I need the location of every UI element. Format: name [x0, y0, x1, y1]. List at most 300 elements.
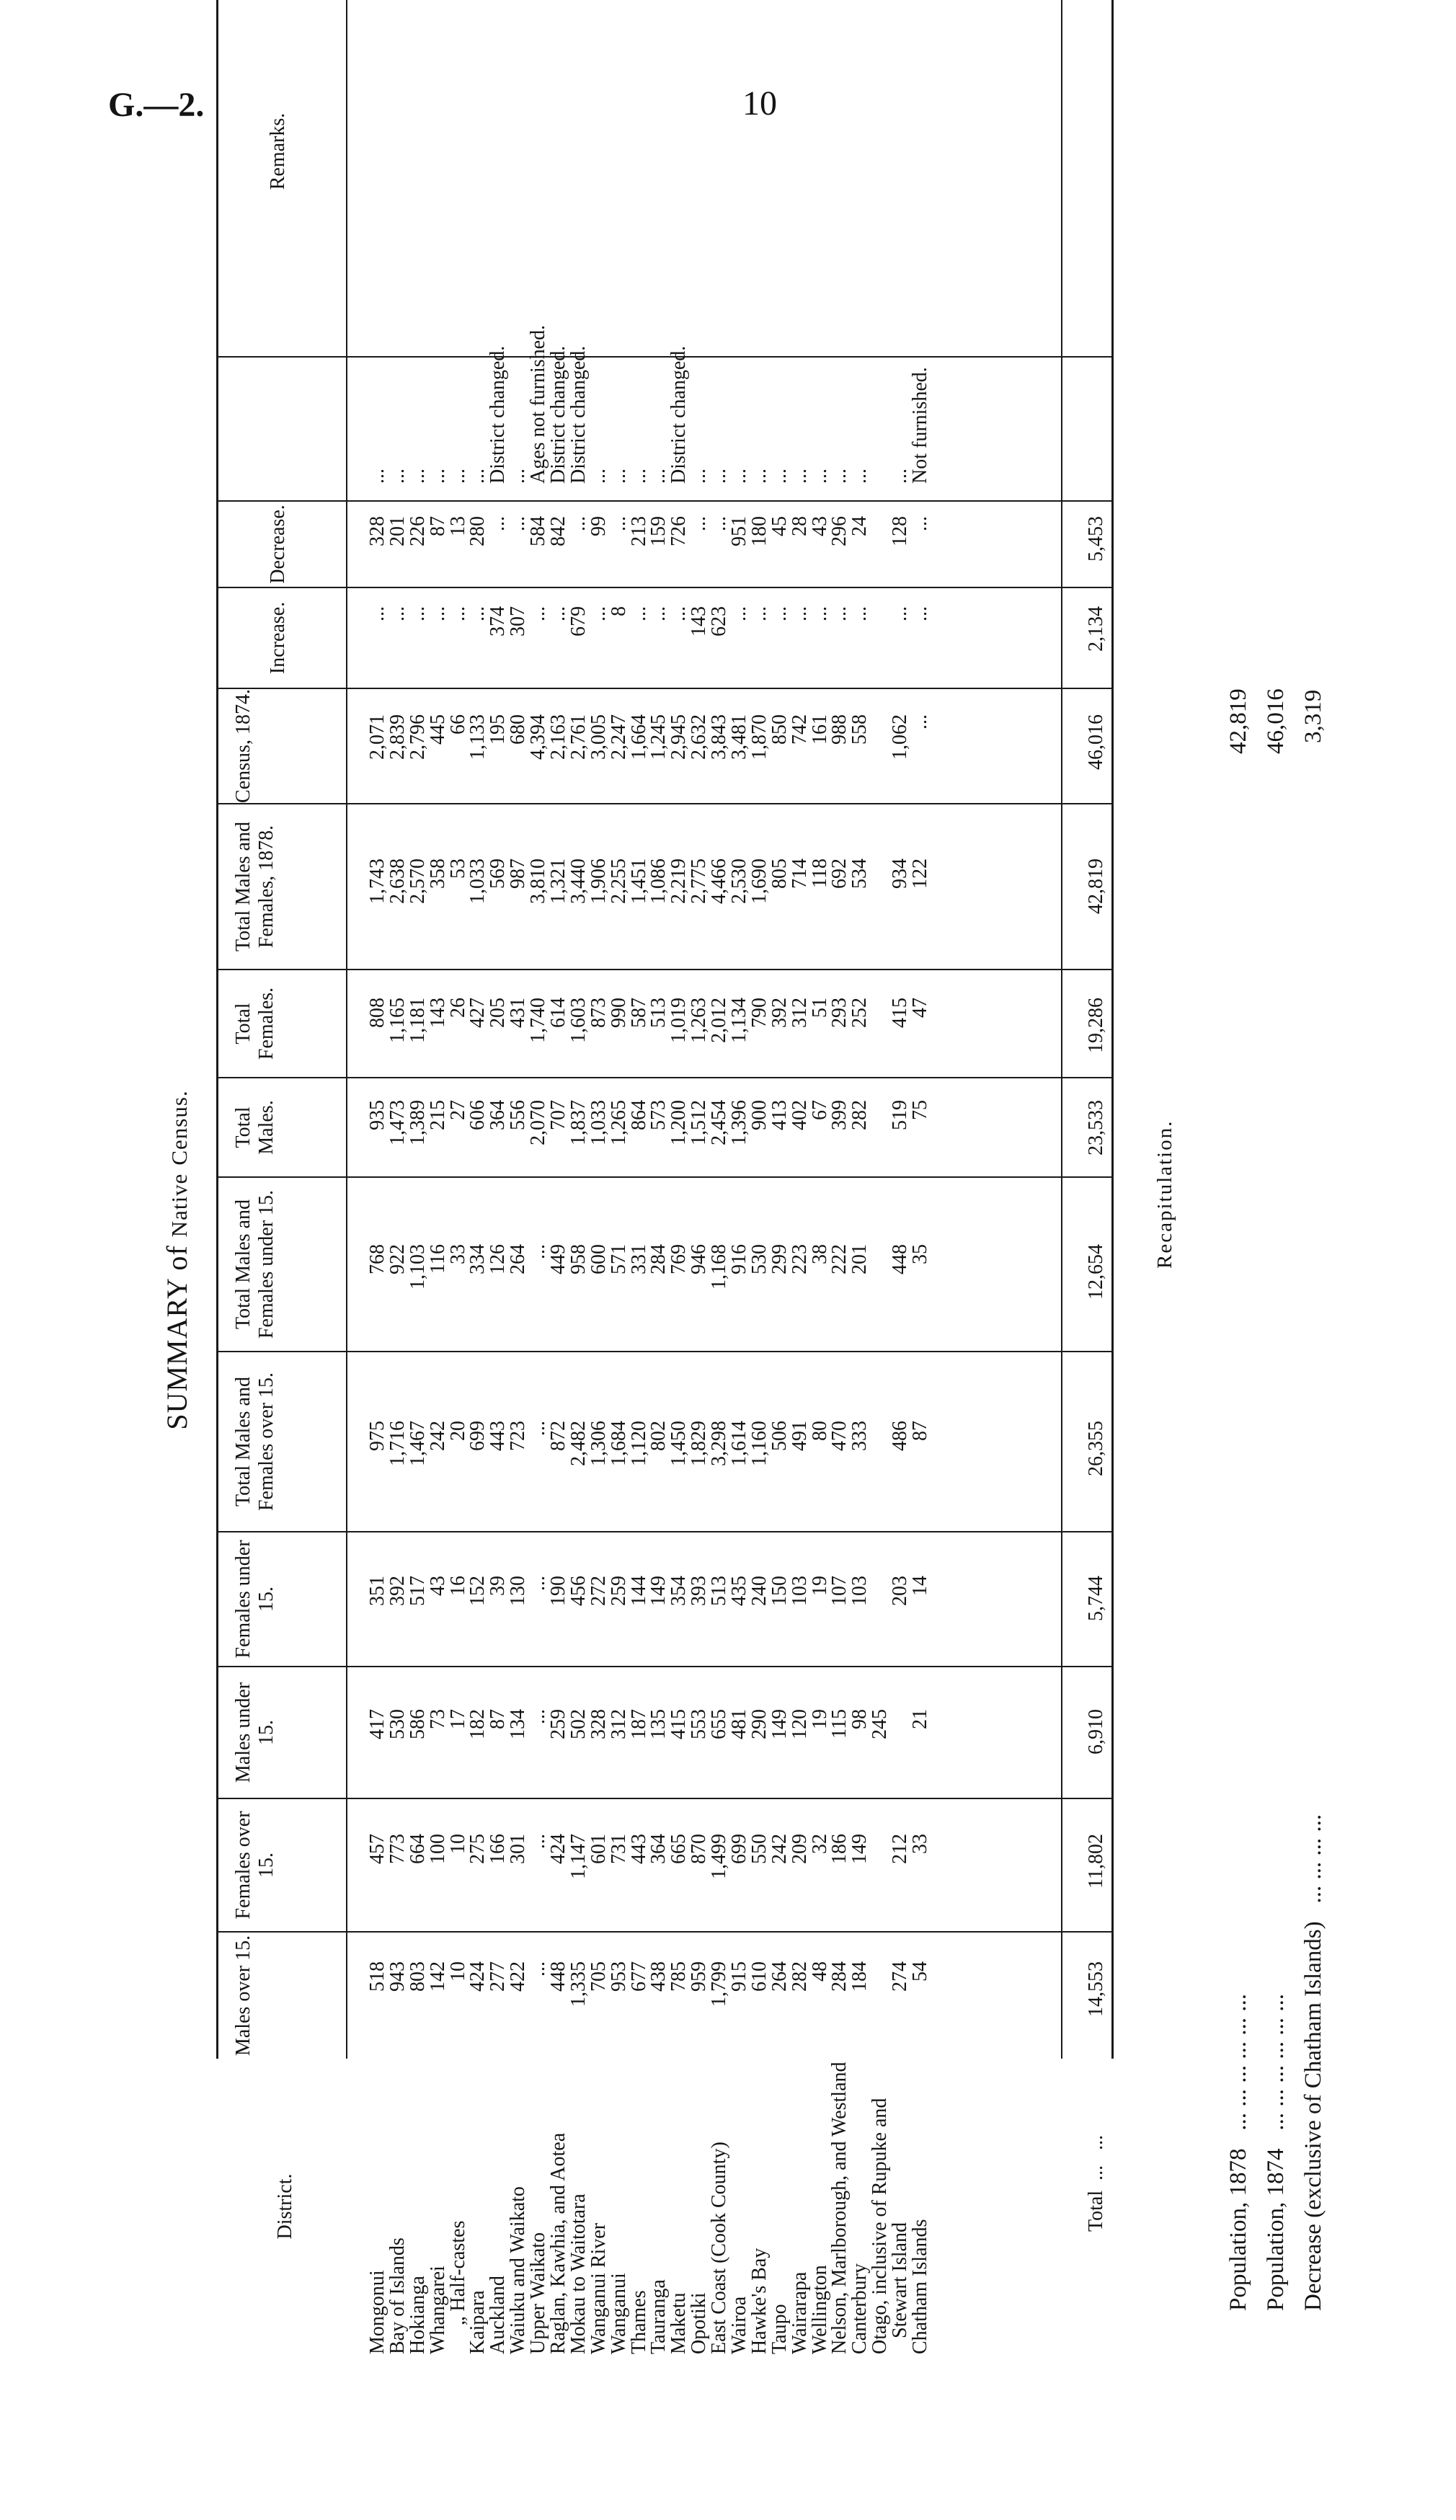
cell: 280 — [466, 516, 489, 546]
cell: 1,450 — [667, 1421, 691, 1466]
cell: 2,632 — [688, 714, 711, 760]
header-total-females: Total Females. — [232, 987, 278, 1060]
cell: 1,321 — [547, 859, 570, 904]
cell: ... — [828, 469, 851, 484]
cell: 1,473 — [386, 1100, 409, 1145]
total-cell: 6,910 — [1085, 1709, 1107, 1754]
cell: 10 — [446, 1834, 469, 1854]
cell: 143 — [426, 998, 449, 1028]
cell: 33 — [446, 1244, 469, 1264]
cell: ... — [386, 606, 409, 621]
cell: 53 — [446, 859, 469, 879]
cell: 26 — [446, 998, 469, 1018]
cell: 935 — [366, 1100, 389, 1130]
cell: 374 — [487, 606, 510, 636]
col-divider — [216, 1666, 1113, 1667]
header-census-1874: Census, 1874. — [232, 689, 254, 803]
cell: 606 — [466, 1100, 489, 1130]
table-top-rule — [216, 0, 218, 2059]
cell: ... — [627, 606, 650, 621]
header-females-over-15: Females over 15. — [232, 1811, 278, 1920]
total-cell: 42,819 — [1085, 859, 1107, 914]
cell — [870, 1421, 890, 1511]
cell: ... — [426, 469, 449, 484]
males-under-15-column — [368, 1709, 931, 1788]
cell: 699 — [728, 1834, 751, 1864]
cell: ... — [366, 469, 389, 484]
cell: 290 — [747, 1709, 771, 1739]
body-bottom-rule — [1061, 0, 1062, 2059]
cell: 1,168 — [708, 1244, 731, 1290]
cell: 213 — [627, 516, 650, 546]
district-name: Wanganui River — [587, 2222, 610, 2354]
cell: 486 — [889, 1421, 912, 1451]
cell: 242 — [426, 1421, 449, 1451]
total-cell: 5,744 — [1085, 1576, 1107, 1621]
cell: 1,467 — [406, 1421, 429, 1466]
cell: ... — [507, 516, 530, 531]
cell: 24 — [848, 516, 871, 536]
cell: ... — [708, 516, 731, 531]
females-over-15-column — [368, 1834, 931, 1920]
cell: 223 — [788, 1244, 811, 1274]
cell: 45 — [768, 516, 791, 536]
district-name: Auckland — [487, 2276, 510, 2354]
cell: ... — [909, 516, 932, 531]
cell: 1,906 — [587, 859, 610, 904]
cell: 1,103 — [406, 1244, 429, 1290]
cell: 284 — [647, 1244, 670, 1274]
cell: 149 — [647, 1576, 670, 1606]
district-name: Kaipara — [466, 2290, 489, 2354]
cell: 203 — [889, 1576, 912, 1606]
cell: ... — [688, 516, 711, 531]
cell: ... — [527, 1709, 550, 1724]
col-divider — [216, 1798, 1113, 1799]
cell: ... — [788, 606, 811, 621]
cell: 264 — [768, 1961, 791, 1992]
cell: 665 — [667, 1834, 691, 1864]
cell: 790 — [747, 998, 771, 1028]
cell: 54 — [909, 1961, 932, 1982]
cell: 2,570 — [406, 859, 429, 904]
cell: 1,245 — [647, 714, 670, 760]
cell: ... — [848, 606, 871, 621]
cell: 870 — [688, 1834, 711, 1864]
header-females-under-15: Females under 15. — [232, 1540, 278, 1659]
increase-column — [368, 606, 931, 675]
col-divider — [216, 969, 1113, 970]
cell: 19 — [808, 1709, 831, 1729]
cell: 1,306 — [587, 1421, 610, 1466]
cell: 1,086 — [647, 859, 670, 904]
cell: 166 — [487, 1834, 510, 1864]
cell: 120 — [788, 1709, 811, 1739]
cell: ... — [828, 606, 851, 621]
cell: 600 — [587, 1244, 610, 1274]
cell: ... — [728, 469, 751, 484]
cell: 245 — [869, 1709, 892, 1739]
recap-row: Population, 1874 ... ... ... ... ... ... — [1263, 1993, 1289, 2311]
cell — [890, 1709, 910, 1788]
header-remarks: Remarks. — [267, 112, 289, 190]
cell: District changed. — [667, 345, 691, 484]
cell: ... — [527, 1244, 550, 1259]
cell: 87 — [487, 1709, 510, 1729]
cell: 328 — [587, 1709, 610, 1739]
district-name: Thames — [627, 2290, 650, 2354]
cell: 103 — [788, 1576, 811, 1606]
cell: 264 — [507, 1244, 530, 1274]
cell: 282 — [788, 1961, 811, 1992]
district-name: Stewart Island — [889, 2222, 912, 2338]
cell: 180 — [747, 516, 771, 546]
cell: 351 — [366, 1576, 389, 1606]
cell: 2,530 — [728, 859, 751, 904]
cell: 190 — [547, 1576, 570, 1606]
col-divider — [216, 1077, 1113, 1078]
cell: 144 — [627, 1576, 650, 1606]
cell: 571 — [607, 1244, 630, 1274]
cell: 392 — [768, 998, 791, 1028]
cell: 680 — [507, 714, 530, 745]
cell: 130 — [507, 1576, 530, 1606]
cell — [870, 859, 890, 938]
cell: ... — [587, 469, 610, 484]
cell: 951 — [728, 516, 751, 546]
total-cell: 26,355 — [1085, 1421, 1107, 1476]
cell: 87 — [426, 516, 449, 536]
district-name: Wanganui — [607, 2273, 630, 2354]
district-name: Taupo — [768, 2304, 791, 2354]
cell: 413 — [768, 1100, 791, 1130]
cell: 107 — [828, 1576, 851, 1606]
cell: ... — [889, 469, 912, 484]
district-name: Maketu — [667, 2292, 691, 2354]
cell: 443 — [627, 1834, 650, 1864]
cell: ... — [527, 1834, 550, 1849]
cell: ... — [527, 1421, 550, 1436]
cell: 768 — [366, 1244, 389, 1274]
cell: 943 — [386, 1961, 409, 1992]
cell: 272 — [587, 1576, 610, 1606]
district-name: Hokianga — [406, 2276, 429, 2354]
cell: 723 — [507, 1421, 530, 1451]
females-under-15-column — [368, 1576, 931, 1655]
cell: 209 — [788, 1834, 811, 1864]
cell: 205 — [487, 998, 510, 1028]
cell: 873 — [587, 998, 610, 1028]
cell: 1,165 — [386, 998, 409, 1043]
header-males-under-15: Males under 15. — [232, 1682, 278, 1783]
district-name: Otago, inclusive of Rupuke and — [869, 2098, 892, 2354]
cell: 1,799 — [708, 1961, 731, 2007]
cell — [870, 1834, 890, 1920]
cell: 506 — [768, 1421, 791, 1451]
cell: 312 — [788, 998, 811, 1028]
cell: 1,263 — [688, 998, 711, 1043]
district-name: Wellington — [808, 2265, 831, 2354]
cell — [870, 231, 890, 484]
cell: 1,396 — [728, 1100, 751, 1145]
total-cell: 2,134 — [1085, 606, 1107, 652]
cell: ... — [607, 469, 630, 484]
cell: 222 — [828, 1244, 851, 1274]
cell: 427 — [466, 998, 489, 1028]
cell: 1,499 — [708, 1834, 731, 1879]
cell: District changed. — [547, 345, 570, 484]
cell: District changed. — [567, 345, 590, 484]
cell: 1,134 — [728, 998, 751, 1043]
cell: 2,796 — [406, 714, 429, 760]
cell: 201 — [386, 516, 409, 546]
cell: ... — [647, 469, 670, 484]
cell: 2,012 — [708, 998, 731, 1043]
cell: 1,603 — [567, 998, 590, 1043]
cell: 240 — [747, 1576, 771, 1606]
cell: 296 — [828, 516, 851, 546]
cell: 149 — [848, 1834, 871, 1864]
cell: 43 — [426, 1576, 449, 1596]
cell: 2,163 — [547, 714, 570, 760]
cell: 331 — [627, 1244, 650, 1274]
cell: 150 — [768, 1576, 791, 1606]
cell: ... — [446, 606, 469, 621]
cell: 195 — [487, 714, 510, 745]
cell: 987 — [507, 859, 530, 889]
cell: ... — [607, 516, 630, 531]
cell: ... — [688, 469, 711, 484]
cell: 126 — [487, 1244, 510, 1274]
cell: 864 — [627, 1100, 650, 1130]
cell: 872 — [547, 1421, 570, 1451]
cell: 35 — [909, 1244, 932, 1264]
cell: ... — [647, 606, 670, 621]
cell: 614 — [547, 998, 570, 1028]
cell: 808 — [366, 998, 389, 1028]
cell: 4,394 — [527, 714, 550, 760]
cell: ... — [708, 469, 731, 484]
cell: 556 — [507, 1100, 530, 1130]
total-1878-column — [368, 859, 931, 938]
cell: 850 — [768, 714, 791, 745]
cell: 417 — [366, 1709, 389, 1739]
cell: 415 — [667, 1709, 691, 1739]
recap-value: 46,016 — [1263, 688, 1289, 754]
cell: 149 — [768, 1709, 791, 1739]
cell: 1,265 — [607, 1100, 630, 1145]
cell — [870, 1961, 890, 2048]
cell: 481 — [728, 1709, 751, 1739]
cell: 2,071 — [366, 714, 389, 760]
col-divider — [216, 1531, 1113, 1532]
cell: ... — [768, 606, 791, 621]
cell: 550 — [747, 1834, 771, 1864]
cell: 402 — [788, 1100, 811, 1130]
cell: ... — [889, 606, 912, 621]
cell: ... — [768, 469, 791, 484]
cell: ... — [527, 606, 550, 621]
cell: 10 — [446, 1961, 469, 1982]
cell: ... — [909, 606, 932, 621]
cell: 20 — [446, 1421, 469, 1441]
col-divider — [216, 500, 1113, 502]
cell: 100 — [426, 1834, 449, 1864]
cell: ... — [366, 606, 389, 621]
cell: 415 — [889, 998, 912, 1028]
total-cell: 5,453 — [1085, 516, 1107, 562]
cell: 449 — [547, 1244, 570, 1274]
cell: 2,775 — [688, 859, 711, 904]
cell: 3,481 — [728, 714, 751, 760]
cell: 1,133 — [466, 714, 489, 760]
cell: 334 — [466, 1244, 489, 1274]
cell: 98 — [848, 1709, 871, 1729]
decrease-column — [368, 516, 931, 581]
district-name: Nelson, Marlborough, and Westland — [828, 2062, 851, 2354]
cell: 312 — [607, 1709, 630, 1739]
total-label: Total ... ... — [1085, 2134, 1107, 2232]
cell: 3,810 — [527, 859, 550, 904]
cell: 699 — [466, 1421, 489, 1451]
cell: 212 — [889, 1834, 912, 1864]
cell: 959 — [688, 1961, 711, 1992]
cell: 118 — [808, 859, 831, 888]
cell: 2,247 — [607, 714, 630, 760]
remarks-column — [368, 231, 931, 484]
cell: 161 — [808, 714, 831, 745]
total-cell: 14,553 — [1085, 1961, 1107, 2017]
total-cell: 19,286 — [1085, 998, 1107, 1053]
cell: 67 — [808, 1100, 831, 1120]
cell: 470 — [828, 1421, 851, 1451]
cell: ... — [527, 1576, 550, 1591]
cell — [870, 1576, 890, 1655]
cell: 448 — [889, 1244, 912, 1274]
cell: 623 — [708, 606, 731, 636]
cell: 242 — [768, 1834, 791, 1864]
table-title: SUMMARY of Native Census. — [161, 1090, 193, 1430]
cell: ... — [788, 469, 811, 484]
cell: 33 — [909, 1834, 932, 1854]
header-rule — [346, 0, 347, 2059]
cell: 152 — [466, 1576, 489, 1606]
cell: 900 — [747, 1100, 771, 1130]
cell: 16 — [446, 1576, 469, 1596]
cell: 1,335 — [567, 1961, 590, 2007]
cell: 1,019 — [667, 998, 691, 1043]
page-number: 10 — [742, 84, 777, 123]
header-district: District. — [274, 2173, 296, 2240]
cell: 392 — [386, 1576, 409, 1606]
district-name: Wairoa — [728, 2296, 751, 2354]
cell: 4,466 — [708, 859, 731, 904]
cell: ... — [747, 469, 771, 484]
header-decrease: Decrease. — [267, 505, 289, 584]
cell: 66 — [446, 714, 469, 735]
cell: 424 — [547, 1834, 570, 1864]
cell: 226 — [406, 516, 429, 546]
cell: 1,837 — [567, 1100, 590, 1145]
district-name: Mokau to Waitotara — [567, 2193, 590, 2354]
cell: 491 — [788, 1421, 811, 1451]
cell: 2,945 — [667, 714, 691, 760]
cell: 1,743 — [366, 859, 389, 904]
cell: 731 — [607, 1834, 630, 1864]
col-divider — [216, 1351, 1113, 1352]
cell: 692 — [828, 859, 851, 889]
cell: 705 — [587, 1961, 610, 1992]
cell: ... — [567, 516, 590, 531]
cell: 215 — [426, 1100, 449, 1130]
cell: 393 — [688, 1576, 711, 1606]
cell: 3,440 — [567, 859, 590, 904]
cell: 73 — [426, 1709, 449, 1729]
cell: 2,219 — [667, 859, 691, 904]
district-name: Waiuku and Waikato — [507, 2186, 530, 2354]
cell: 293 — [828, 998, 851, 1028]
cell: 1,684 — [607, 1421, 630, 1466]
cell: 513 — [647, 998, 670, 1028]
cell: 80 — [808, 1421, 831, 1441]
cell: 502 — [567, 1709, 590, 1739]
total-cell: 46,016 — [1085, 714, 1107, 770]
cell: 1,200 — [667, 1100, 691, 1145]
cell: 518 — [366, 1961, 389, 1992]
cell: 1,690 — [747, 859, 771, 904]
cell: 445 — [426, 714, 449, 745]
col-divider — [216, 803, 1113, 804]
cell: ... — [808, 606, 831, 621]
district-name: Hawke's Bay — [747, 2248, 771, 2354]
cell: 805 — [768, 859, 791, 889]
cell: 802 — [647, 1421, 670, 1451]
cell: ... — [487, 516, 510, 531]
col-divider — [216, 1176, 1113, 1178]
cell: ... — [728, 606, 751, 621]
cell: 569 — [487, 859, 510, 889]
cell: 184 — [848, 1961, 871, 1992]
cell: 677 — [627, 1961, 650, 1992]
cell: 201 — [848, 1244, 871, 1274]
cell: 364 — [487, 1100, 510, 1130]
cell: 103 — [848, 1576, 871, 1606]
col-divider — [216, 1931, 1113, 1933]
cell: 2,482 — [567, 1421, 590, 1466]
district-name: Canterbury — [848, 2263, 871, 2354]
cell: 8 — [607, 606, 630, 616]
cell: 301 — [507, 1834, 530, 1864]
cell: 1,716 — [386, 1421, 409, 1466]
cell: 1,181 — [406, 998, 429, 1043]
district-name: Bay of Islands — [386, 2237, 409, 2354]
cell: ... — [547, 606, 570, 621]
cell: 284 — [828, 1961, 851, 1992]
header-total-males: Total Males. — [232, 1100, 278, 1155]
cell: ... — [466, 469, 489, 484]
header-total-over-15: Total Males and Females over 15. — [232, 1372, 278, 1512]
cell: 534 — [848, 859, 871, 889]
cell: 19 — [808, 1576, 831, 1596]
cell: 916 — [728, 1244, 751, 1274]
cell: 803 — [406, 1961, 429, 1992]
cell: ... — [406, 606, 429, 621]
cell: 587 — [627, 998, 650, 1028]
total-over-15-column — [368, 1421, 931, 1511]
cell: 115 — [828, 1709, 851, 1739]
cell: 1,740 — [527, 998, 550, 1043]
cell: 586 — [406, 1709, 429, 1739]
